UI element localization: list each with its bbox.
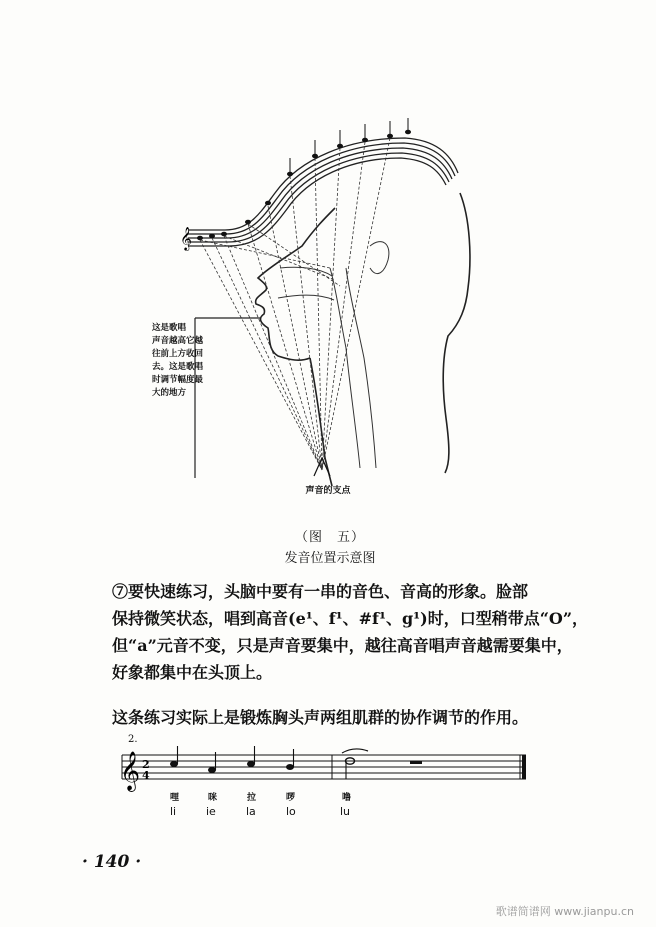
resonance-lines (200, 138, 390, 470)
annotation-line: 大的地方 (152, 388, 187, 398)
figure-caption: 发音位置示意图 (284, 551, 376, 566)
romanized-syllable: lo (286, 805, 296, 818)
annotation-line: 这是歌唱 (152, 323, 187, 333)
lyric-syllable: 噜 (342, 793, 352, 803)
svg-text:2: 2 (142, 758, 150, 771)
paragraph-line: 保持微笑状态，唱到高音(e¹、f¹、#f¹、g¹)时，口型稍带点“O”， (112, 609, 589, 628)
lyric-syllable: 拉 (247, 793, 257, 803)
lyric-syllable: 哩 (170, 793, 180, 803)
figure-title: （图 五） (294, 530, 365, 545)
exercise-score (118, 735, 528, 830)
figure-annotation (152, 322, 222, 400)
paragraph-line: 但“a”元音不变，只是声音要集中，越往高音唱声音越需要集中， (112, 636, 573, 655)
paragraph-line: ⑦要快速练习，头脑中要有一串的音色、音高的形象。脸部 (112, 582, 529, 601)
head-outline (256, 193, 470, 486)
romanized-syllable: la (246, 805, 256, 818)
lyric-syllable: 啰 (286, 793, 296, 803)
score-staff (122, 755, 526, 779)
paragraph-line: 好象都集中在头顶上。 (112, 663, 273, 682)
annotation-line: 时调节幅度最 (152, 375, 204, 385)
page-number: · 140 · (82, 852, 142, 872)
annotation-line: 声音越高它越 (152, 336, 204, 346)
arched-staff (188, 138, 458, 246)
staff-notes (197, 130, 411, 241)
vocal-position-diagram (150, 118, 480, 488)
romanized-syllable: ie (206, 805, 216, 818)
paragraph-2 (112, 704, 592, 731)
paragraph-1 (112, 578, 592, 686)
annotation-line: 去。这是歌唱 (152, 362, 204, 372)
romanized-syllable: lu (340, 805, 351, 818)
svg-text:4: 4 (142, 769, 150, 782)
treble-clef: 𝄞 (120, 751, 141, 791)
svg-text:𝄞: 𝄞 (180, 226, 192, 250)
watermark: 歌谱简谱网 www.jianpu.cn (495, 905, 634, 918)
annotation-line: 往前上方收回 (152, 349, 204, 359)
paragraph-line: 这条练习实际上是锻炼胸头声两组肌群的协作调节的作用。 (112, 708, 529, 727)
lyric-syllable: 咪 (208, 793, 218, 803)
exercise-number: 2. (128, 734, 138, 745)
support-point-label: 声音的支点 (305, 486, 351, 496)
romanized-syllable: li (170, 805, 177, 818)
